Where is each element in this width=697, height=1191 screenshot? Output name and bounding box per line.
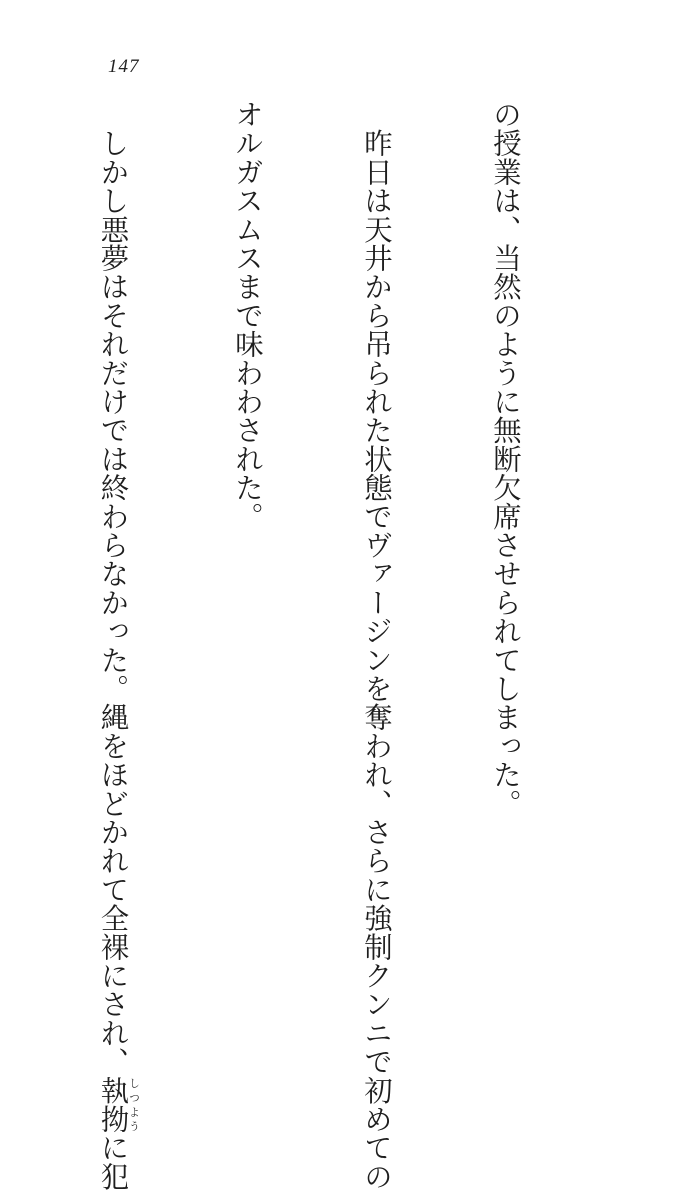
page-number: 147 [108, 56, 140, 77]
text-line-3: オルガスムスまで味わわされた。 [231, 100, 264, 531]
text-line-5 [0, 100, 6, 1000]
body-text [0, 100, 613, 1191]
text-line-4: しかし悪夢はそれだけでは終わらなかった。縄をほどかれて全裸にされ、執拗しつように犯 [96, 100, 141, 1191]
ruby-shitsuyou: 執拗しつよう [96, 1075, 141, 1134]
text-line-2: 昨日は天井から吊られた状態でヴァージンを奪われ、さらに強制クンニで初めての [360, 100, 393, 1191]
text-line-1: の授業は、当然のように無断欠席させられてしまった。 [489, 100, 522, 818]
